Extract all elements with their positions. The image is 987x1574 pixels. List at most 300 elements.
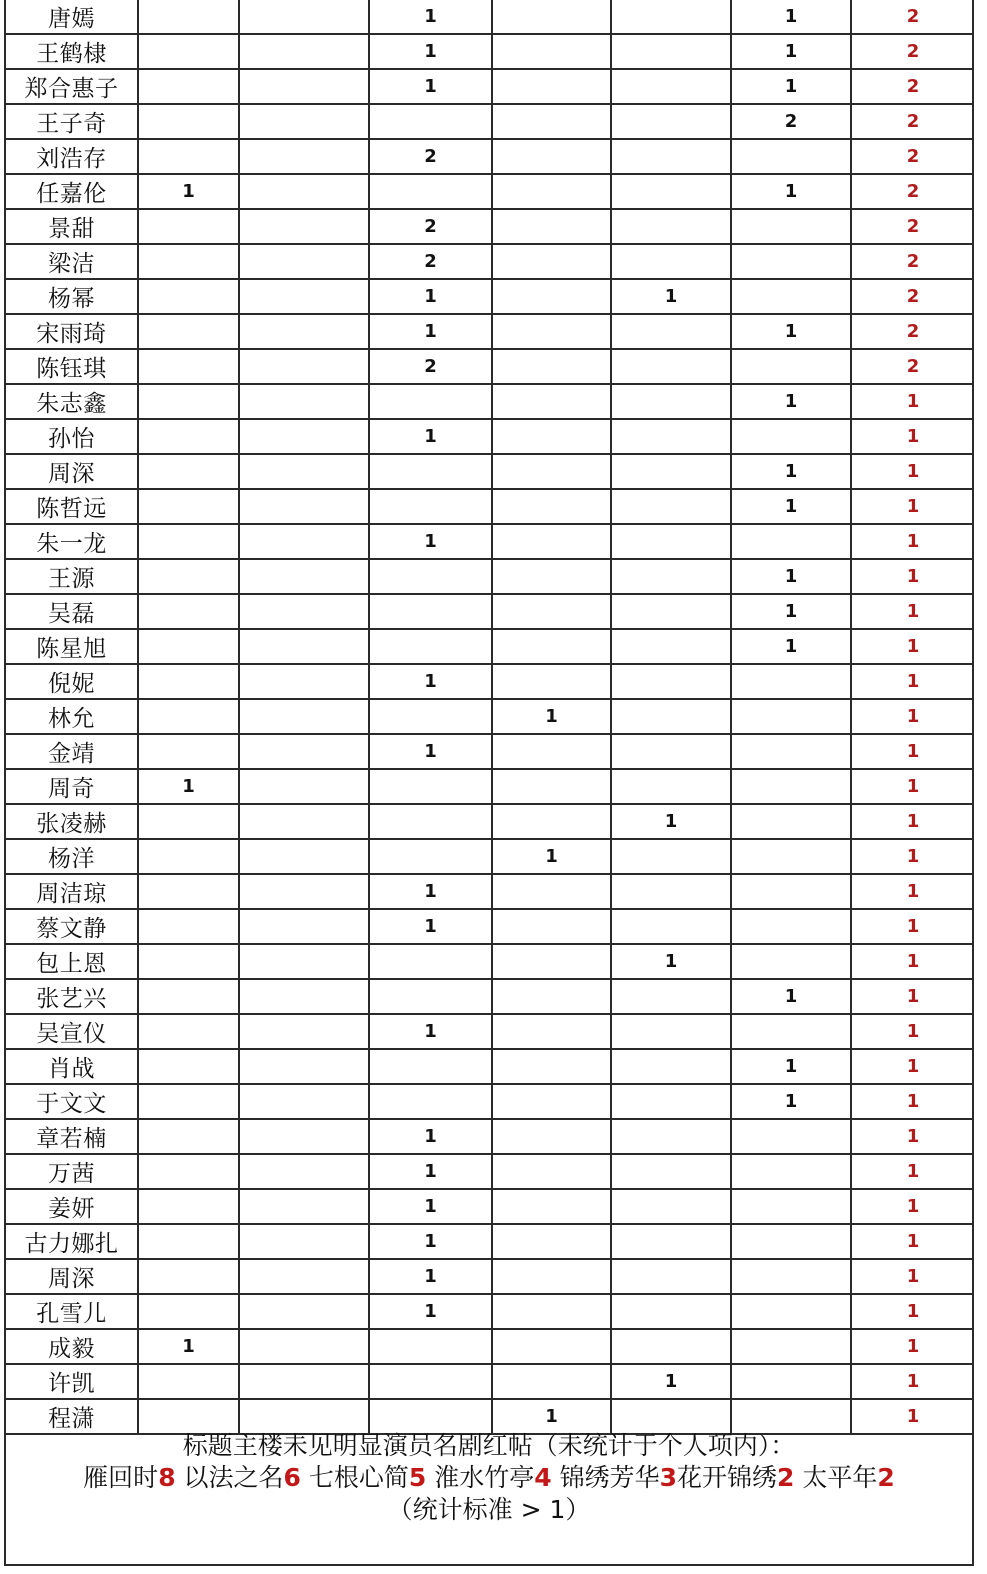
count-cell: 1 [492, 699, 611, 734]
total-cell: 2 [851, 209, 974, 244]
actor-name-cell: 王源 [6, 559, 138, 594]
count-cell: 1 [369, 0, 492, 34]
count-cell: 1 [731, 69, 851, 104]
count-cell: 1 [492, 839, 611, 874]
count-cell [611, 594, 731, 629]
total-cell: 2 [851, 139, 974, 174]
actor-name-cell: 周深 [6, 1259, 138, 1294]
count-cell [492, 349, 611, 384]
count-cell [138, 1294, 239, 1329]
count-cell [239, 454, 369, 489]
table-row [6, 1399, 974, 1434]
total-cell: 1 [851, 559, 974, 594]
count-cell [138, 419, 239, 454]
count-cell [731, 664, 851, 699]
total-cell: 1 [851, 524, 974, 559]
count-cell [138, 1189, 239, 1224]
count-cell [239, 1119, 369, 1154]
table-row [6, 1014, 974, 1049]
table-row [6, 384, 974, 419]
table-row [6, 769, 974, 804]
total-cell: 1 [851, 384, 974, 419]
count-cell [492, 629, 611, 664]
count-cell [731, 419, 851, 454]
table-row [6, 139, 974, 174]
count-cell [492, 419, 611, 454]
count-cell [611, 1049, 731, 1084]
drama-count: 4 [534, 1463, 552, 1492]
actor-name-cell: 蔡文静 [6, 909, 138, 944]
count-cell [239, 489, 369, 524]
count-cell: 1 [731, 629, 851, 664]
count-cell [138, 1119, 239, 1154]
count-cell [369, 629, 492, 664]
count-cell [611, 1329, 731, 1364]
count-cell [369, 1329, 492, 1364]
count-cell [239, 349, 369, 384]
count-cell [239, 244, 369, 279]
count-cell [239, 699, 369, 734]
count-cell [611, 524, 731, 559]
actor-name-cell: 于文文 [6, 1084, 138, 1119]
count-cell: 1 [369, 1189, 492, 1224]
total-cell: 1 [851, 1084, 974, 1119]
count-cell [239, 664, 369, 699]
count-cell [138, 629, 239, 664]
count-cell [239, 139, 369, 174]
count-cell [138, 734, 239, 769]
total-cell: 2 [851, 174, 974, 209]
total-cell: 1 [851, 489, 974, 524]
count-cell [239, 629, 369, 664]
count-cell [239, 419, 369, 454]
spreadsheet [4, 0, 974, 1566]
count-cell [138, 524, 239, 559]
count-cell: 2 [369, 139, 492, 174]
count-cell: 1 [731, 489, 851, 524]
count-cell [492, 524, 611, 559]
count-cell: 1 [731, 0, 851, 34]
total-cell: 1 [851, 1399, 974, 1434]
table-row [6, 594, 974, 629]
count-cell [239, 1084, 369, 1119]
actor-name-cell: 倪妮 [6, 664, 138, 699]
actor-name-cell: 孔雪儿 [6, 1294, 138, 1329]
table-row [6, 1189, 974, 1224]
count-cell [731, 804, 851, 839]
actor-name-cell: 古力娜扎 [6, 1224, 138, 1259]
count-cell [239, 559, 369, 594]
count-cell [138, 1084, 239, 1119]
count-cell [138, 559, 239, 594]
table-row [6, 454, 974, 489]
ranking-table [6, 0, 974, 1435]
count-cell [611, 34, 731, 69]
drama-title: 七根心简 [300, 1463, 409, 1492]
total-cell: 1 [851, 1014, 974, 1049]
count-cell [731, 1154, 851, 1189]
table-row [6, 34, 974, 69]
count-cell: 1 [731, 594, 851, 629]
actor-name-cell: 张凌赫 [6, 804, 138, 839]
count-cell [731, 1119, 851, 1154]
count-cell [138, 1014, 239, 1049]
count-cell [369, 1399, 492, 1434]
count-cell [731, 349, 851, 384]
count-cell [138, 839, 239, 874]
actor-name-cell: 杨洋 [6, 839, 138, 874]
drama-title: 雁回时 [83, 1463, 159, 1492]
count-cell [138, 244, 239, 279]
count-cell [369, 104, 492, 139]
count-cell [492, 1364, 611, 1399]
table-row [6, 734, 974, 769]
total-cell: 1 [851, 1364, 974, 1399]
count-cell [492, 734, 611, 769]
table-row [6, 1224, 974, 1259]
count-cell [239, 769, 369, 804]
count-cell [731, 944, 851, 979]
count-cell [239, 1014, 369, 1049]
count-cell [239, 1399, 369, 1434]
count-cell: 1 [731, 559, 851, 594]
count-cell: 1 [369, 1154, 492, 1189]
count-cell [492, 314, 611, 349]
actor-name-cell: 王子奇 [6, 104, 138, 139]
drama-title: 花开锦绣 [677, 1463, 778, 1492]
count-cell [611, 909, 731, 944]
table-row [6, 244, 974, 279]
table-row [6, 1049, 974, 1084]
total-cell: 2 [851, 34, 974, 69]
count-cell: 1 [611, 944, 731, 979]
total-cell: 1 [851, 1294, 974, 1329]
count-cell: 1 [731, 1049, 851, 1084]
actor-name-cell: 肖战 [6, 1049, 138, 1084]
count-cell [492, 804, 611, 839]
table-row [6, 1154, 974, 1189]
actor-name-cell: 周奇 [6, 769, 138, 804]
count-cell [731, 1259, 851, 1294]
count-cell [731, 524, 851, 559]
count-cell [138, 314, 239, 349]
drama-list [6, 1462, 972, 1494]
count-cell [611, 1084, 731, 1119]
drama-count: 3 [659, 1463, 678, 1492]
count-cell [239, 209, 369, 244]
count-cell: 1 [611, 1364, 731, 1399]
count-cell [492, 944, 611, 979]
table-row [6, 0, 974, 34]
count-cell [369, 804, 492, 839]
actor-name-cell: 梁洁 [6, 244, 138, 279]
count-cell: 1 [731, 384, 851, 419]
count-cell [138, 384, 239, 419]
total-cell: 1 [851, 594, 974, 629]
count-cell [239, 314, 369, 349]
table-row [6, 699, 974, 734]
count-cell [138, 664, 239, 699]
count-cell [138, 139, 239, 174]
count-cell [239, 1364, 369, 1399]
total-cell: 1 [851, 1049, 974, 1084]
count-cell [138, 804, 239, 839]
count-cell [138, 1154, 239, 1189]
actor-name-cell: 林允 [6, 699, 138, 734]
count-cell [239, 0, 369, 34]
total-cell: 2 [851, 0, 974, 34]
total-cell: 2 [851, 314, 974, 349]
count-cell [369, 454, 492, 489]
actor-name-cell: 周深 [6, 454, 138, 489]
count-cell [239, 594, 369, 629]
count-cell [239, 839, 369, 874]
count-cell: 2 [369, 244, 492, 279]
actor-name-cell: 陈钰琪 [6, 349, 138, 384]
count-cell [611, 314, 731, 349]
count-cell [239, 174, 369, 209]
count-cell [611, 1224, 731, 1259]
count-cell [611, 1154, 731, 1189]
count-cell [138, 34, 239, 69]
count-cell [369, 489, 492, 524]
count-cell [138, 1224, 239, 1259]
actor-name-cell: 朱志鑫 [6, 384, 138, 419]
count-cell [369, 594, 492, 629]
actor-name-cell: 包上恩 [6, 944, 138, 979]
count-cell [611, 629, 731, 664]
count-cell [492, 979, 611, 1014]
table-row [6, 419, 974, 454]
actor-name-cell: 陈星旭 [6, 629, 138, 664]
count-cell [138, 874, 239, 909]
total-cell: 1 [851, 874, 974, 909]
count-cell [492, 909, 611, 944]
actor-name-cell: 吴磊 [6, 594, 138, 629]
count-cell [731, 1294, 851, 1329]
total-cell: 1 [851, 944, 974, 979]
actor-name-cell: 许凯 [6, 1364, 138, 1399]
count-cell [239, 34, 369, 69]
count-cell: 1 [369, 524, 492, 559]
count-cell [492, 244, 611, 279]
actor-name-cell: 刘浩存 [6, 139, 138, 174]
count-cell [731, 769, 851, 804]
drama-count: 6 [283, 1463, 301, 1492]
count-cell: 1 [369, 874, 492, 909]
count-cell: 1 [369, 734, 492, 769]
count-cell [492, 769, 611, 804]
count-cell [138, 1259, 239, 1294]
count-cell [239, 384, 369, 419]
total-cell: 1 [851, 454, 974, 489]
footnote-criteria: （统计标准 > 1） [387, 1495, 591, 1524]
count-cell [138, 909, 239, 944]
count-cell [239, 944, 369, 979]
drama-count: 2 [877, 1463, 895, 1492]
table-row [6, 174, 974, 209]
table-row [6, 1294, 974, 1329]
drama-title: 以法之名 [175, 1463, 284, 1492]
table-row [6, 489, 974, 524]
actor-name-cell: 张艺兴 [6, 979, 138, 1014]
count-cell [731, 139, 851, 174]
table-row [6, 944, 974, 979]
count-cell: 2 [369, 209, 492, 244]
count-cell [731, 1014, 851, 1049]
count-cell [492, 1049, 611, 1084]
count-cell [138, 979, 239, 1014]
total-cell: 1 [851, 839, 974, 874]
count-cell [611, 979, 731, 1014]
count-cell [492, 139, 611, 174]
count-cell: 1 [369, 909, 492, 944]
count-cell [611, 209, 731, 244]
count-cell [492, 104, 611, 139]
count-cell [492, 489, 611, 524]
count-cell [611, 1189, 731, 1224]
count-cell [138, 454, 239, 489]
drama-title: 淮水竹亭 [426, 1463, 535, 1492]
total-cell: 1 [851, 664, 974, 699]
count-cell: 1 [369, 314, 492, 349]
count-cell: 1 [369, 664, 492, 699]
total-cell: 1 [851, 629, 974, 664]
table-row [6, 874, 974, 909]
actor-name-cell: 杨幂 [6, 279, 138, 314]
count-cell: 1 [369, 1294, 492, 1329]
count-cell: 1 [492, 1399, 611, 1434]
count-cell [492, 384, 611, 419]
count-cell [239, 1049, 369, 1084]
total-cell: 1 [851, 1224, 974, 1259]
count-cell: 1 [369, 279, 492, 314]
count-cell [492, 594, 611, 629]
count-cell: 1 [611, 279, 731, 314]
total-cell: 1 [851, 804, 974, 839]
count-cell [138, 279, 239, 314]
count-cell [492, 1189, 611, 1224]
count-cell [492, 1154, 611, 1189]
count-cell [138, 594, 239, 629]
actor-name-cell: 唐嫣 [6, 0, 138, 34]
table-row [6, 104, 974, 139]
count-cell [492, 1259, 611, 1294]
total-cell: 2 [851, 104, 974, 139]
count-cell [239, 279, 369, 314]
count-cell [611, 664, 731, 699]
count-cell [731, 1224, 851, 1259]
total-cell: 1 [851, 1189, 974, 1224]
total-cell: 2 [851, 244, 974, 279]
count-cell [611, 0, 731, 34]
total-cell: 1 [851, 979, 974, 1014]
total-cell: 1 [851, 1154, 974, 1189]
count-cell [239, 1294, 369, 1329]
count-cell [492, 34, 611, 69]
table-row [6, 279, 974, 314]
count-cell [731, 209, 851, 244]
count-cell [138, 1049, 239, 1084]
drama-count: 2 [777, 1463, 795, 1492]
table-row [6, 1119, 974, 1154]
count-cell [138, 104, 239, 139]
total-cell: 1 [851, 1119, 974, 1154]
count-cell [138, 0, 239, 34]
count-cell [239, 874, 369, 909]
count-cell [138, 1364, 239, 1399]
count-cell [611, 699, 731, 734]
count-cell [239, 1189, 369, 1224]
table-row [6, 1259, 974, 1294]
total-cell: 2 [851, 69, 974, 104]
count-cell [611, 1014, 731, 1049]
count-cell [611, 1119, 731, 1154]
count-cell [239, 1329, 369, 1364]
count-cell [239, 69, 369, 104]
count-cell [138, 209, 239, 244]
count-cell [369, 699, 492, 734]
actor-name-cell: 朱一龙 [6, 524, 138, 559]
drama-title: 锦绣芳华 [551, 1463, 660, 1492]
count-cell [369, 944, 492, 979]
count-cell [492, 874, 611, 909]
table-row [6, 664, 974, 699]
count-cell [369, 769, 492, 804]
drama-count: 8 [158, 1463, 176, 1492]
count-cell [611, 419, 731, 454]
count-cell [138, 944, 239, 979]
count-cell [611, 839, 731, 874]
count-cell: 1 [369, 1119, 492, 1154]
count-cell: 1 [369, 1259, 492, 1294]
count-cell [611, 244, 731, 279]
count-cell [731, 734, 851, 769]
count-cell [492, 1224, 611, 1259]
count-cell [492, 0, 611, 34]
count-cell [138, 1399, 239, 1434]
count-cell [611, 384, 731, 419]
table-row [6, 1084, 974, 1119]
count-cell [492, 454, 611, 489]
footnote [6, 1430, 972, 1526]
count-cell [492, 559, 611, 594]
count-cell: 1 [369, 69, 492, 104]
count-cell [239, 524, 369, 559]
count-cell [138, 699, 239, 734]
count-cell: 1 [731, 979, 851, 1014]
count-cell [492, 1294, 611, 1329]
count-cell: 1 [731, 1084, 851, 1119]
count-cell [611, 174, 731, 209]
count-cell [492, 1119, 611, 1154]
count-cell [731, 279, 851, 314]
actor-name-cell: 孙怡 [6, 419, 138, 454]
count-cell [731, 699, 851, 734]
count-cell: 1 [731, 314, 851, 349]
count-cell [731, 244, 851, 279]
count-cell [492, 279, 611, 314]
total-cell: 1 [851, 769, 974, 804]
total-cell: 1 [851, 734, 974, 769]
drama-title: 太平年 [794, 1463, 878, 1492]
count-cell [138, 349, 239, 384]
count-cell [611, 349, 731, 384]
table-row [6, 979, 974, 1014]
table-body [6, 0, 974, 1434]
count-cell [492, 664, 611, 699]
count-cell [731, 1399, 851, 1434]
